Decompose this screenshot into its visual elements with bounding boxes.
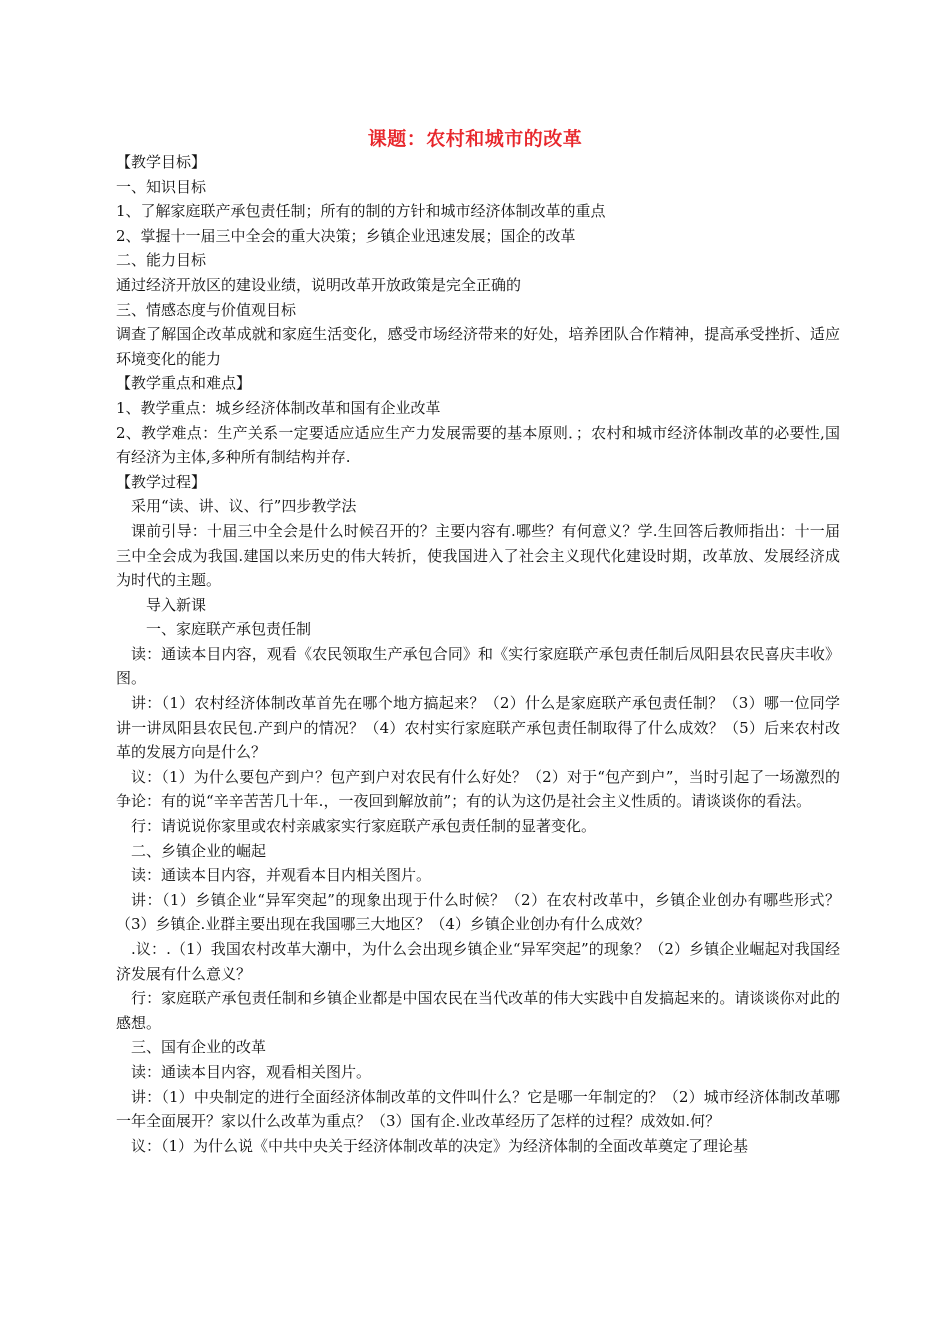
discuss-paragraph-2: .议：.（1）我国农村改革大潮中，为什么会出现乡镇企业“异军突起”的现象？（2）乡镇企业崛起对我国经济发展有什么意义？ (116, 940, 840, 983)
method-text: 采用“读、讲、议、行”四步教学法 (131, 497, 357, 516)
discuss-paragraph-1: 议：（1）为什么要包产到户？包产到户对农民有什么好处？（2）对于“包产到户”，当时引起了一场激烈的争论：有的说“辛辛苦苦几十年.，一夜回到解放前”；有的认为这仍是社会主义性质的。请谈谈你的看法。 (116, 767, 840, 811)
knowledge-goal-2: 2、掌握十一届三中全会的重大决策；乡镇企业迅速发展；国企的改革 (116, 226, 576, 245)
subheading-knowledge-goals: 一、知识目标 (116, 177, 207, 196)
lecture-paragraph-3: 讲：（1）中央制定的进行全面经济体制改革的文件叫什么？它是哪一年制定的？（2）城市经济体制改革哪一年全面展开？家以什么改革为重点？（3）国有企.业改革经历了怎样的过程？成效如.何？ (116, 1087, 840, 1131)
pre-class-guidance-paragraph: 课前引导：十届三中全会是什么时候召开的？主要内容有.哪些？有何意义？学.生回答后教师指出：十一届三中全会成为我国.建国以来历史的伟大转折，使我国进入了社会主义现代化建设时期，改革放、发展经济成为时代的主题。 (116, 521, 840, 590)
ability-goal-text: 通过经济开放区的建设业绩，说明改革开放政策是完全正确的 (116, 275, 522, 294)
attitude-goal-paragraph: 调查了解国企改革成就和家庭生活变化，感受市场经济带来的好处，培养团队合作精神，提高承受挫折、适应环境变化的能力 (116, 325, 840, 368)
lecture-paragraph-1: 讲：（1）农村经济体制改革首先在哪个地方搞起来？（2）什么是家庭联产承包责任制？（3）哪一位同学讲一讲凤阳县农民包.产到户的情况？（4）农村实行家庭联产承包责任制取得了什么成效？（5）后来农村改革的发展方向是什么？ (116, 694, 840, 762)
read-paragraph-1: 读：通读本目内容，观看《农民领取生产承包合同》和《实行家庭联产承包责任制后凤阳县农民喜庆丰收》图。 (116, 644, 840, 688)
subheading-attitude-goals: 三、情感态度与价值观目标 (116, 300, 297, 319)
read-text-2: 读：通读本目内容，并观看本目内相关图片。 (131, 866, 432, 885)
lecture-paragraph-2: 讲：（1）乡镇企业“异军突起”的现象出现于什么时候？（2）在农村改革中，乡镇企业创办有哪些形式？（3）乡镇企.业群主要出现在我国哪三大地区？（4）乡镇企业创办有什么成效？ (116, 890, 840, 934)
discuss-text-3: 议：（1）为什么说《中共中央关于经济体制改革的决定》为经济体制的全面改革奠定了理论基 (131, 1136, 749, 1155)
key-point-text: 1、教学重点：城乡经济体制改革和国有企业改革 (116, 398, 441, 417)
section-heading-teaching-process: 【教学过程】 (116, 472, 207, 491)
difficult-point-paragraph: 2、教学难点：生产关系一定要适应适应生产力发展需要的基本原则．；农村和城市经济体制改革的必要性,国有经济为主体,多种所有制结构并存. (116, 423, 840, 467)
subheading-township-enterprises: 二、乡镇企业的崛起 (131, 841, 267, 860)
subheading-state-enterprise-reform: 三、国有企业的改革 (131, 1038, 267, 1057)
read-text-3: 读：通读本目内容，观看相关图片。 (131, 1062, 372, 1081)
subheading-ability-goals: 二、能力目标 (116, 251, 207, 270)
action-text-1: 行：请说说你家里或农村亲戚家实行家庭联产承包责任制的显著变化。 (131, 817, 597, 836)
intro-new-lesson: 导入新课 (146, 595, 207, 614)
page-title: 课题：农村和城市的改革 (367, 128, 583, 150)
document-body (116, 150, 840, 1158)
subheading-household-responsibility: 一、家庭联产承包责任制 (146, 620, 312, 639)
section-heading-teaching-goals: 【教学目标】 (116, 153, 207, 171)
action-paragraph-2: 行：家庭联产承包责任制和乡镇企业都是中国农民在当代改革的伟大实践中自发搞起来的。请谈谈你对此的感想。 (116, 989, 840, 1032)
section-heading-key-points: 【教学重点和难点】 (116, 374, 252, 393)
knowledge-goal-1: 1、了解家庭联产承包责任制；所有的制的方针和城市经济体制改革的重点 (116, 202, 606, 221)
